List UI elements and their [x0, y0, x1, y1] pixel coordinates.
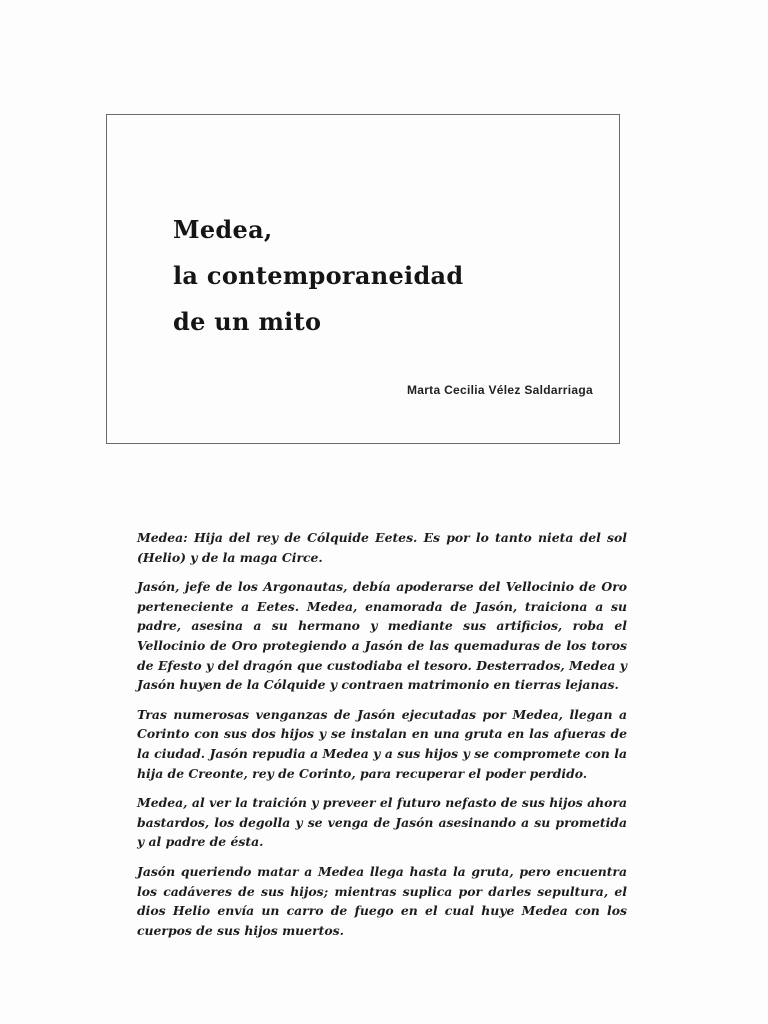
- paragraph: Tras numerosas venganzas de Jasón ejecutadas por Medea, llegan a Corinto con sus dos hijos y se instalan en una gruta en las afueras de la ciudad. Jasón repudia a Medea y a sus hijos y se compromete con la hija de Creonte, rey de Corinto, para recuperar el poder perdido.: [137, 706, 627, 781]
- article-title: [173, 207, 613, 345]
- paragraph: Medea: Hija del rey de Cólquide Eetes. Es por lo tanto nieta del sol (Helio) y de la maga Circe.: [137, 530, 627, 565]
- paragraph: Jasón queriendo matar a Medea llega hasta la gruta, pero encuentra los cadáveres de sus hijos; mientras suplica por darles sepultura, el dios Helio envía un carro de fuego en el cual huye Medea con los cuerpos de sus hijos muertos.: [137, 863, 627, 938]
- title-line-3: de un mito: [173, 307, 322, 336]
- paragraph: Medea, al ver la traición y preveer el futuro nefasto de sus hijos ahora bastardos, los degolla y se venga de Jasón asesinando a su prometida y al padre de ésta.: [137, 795, 627, 850]
- author-name: Marta Cecilia Vélez Saldarriaga: [406, 383, 593, 397]
- title-line-2: la contemporaneidad: [173, 261, 464, 290]
- article-body: [137, 528, 627, 950]
- title-line-1: Medea,: [173, 215, 273, 244]
- title-box: [106, 114, 620, 444]
- paragraph: Jasón, jefe de los Argonautas, debía apoderarse del Vellocinio de Oro perteneciente a Eetes. Medea, enamorada de Jasón, traiciona a su padre, asesina a su hermano y mediante sus artificios, roba el Vellocinio de Oro protegiendo a Jasón de las quemaduras de los toros de Efesto y del dragón que custodiaba el tesoro. Desterrados, Medea y Jasón huyen de la Cólquide y contraen matrimonio en tierras lejanas.: [137, 579, 627, 693]
